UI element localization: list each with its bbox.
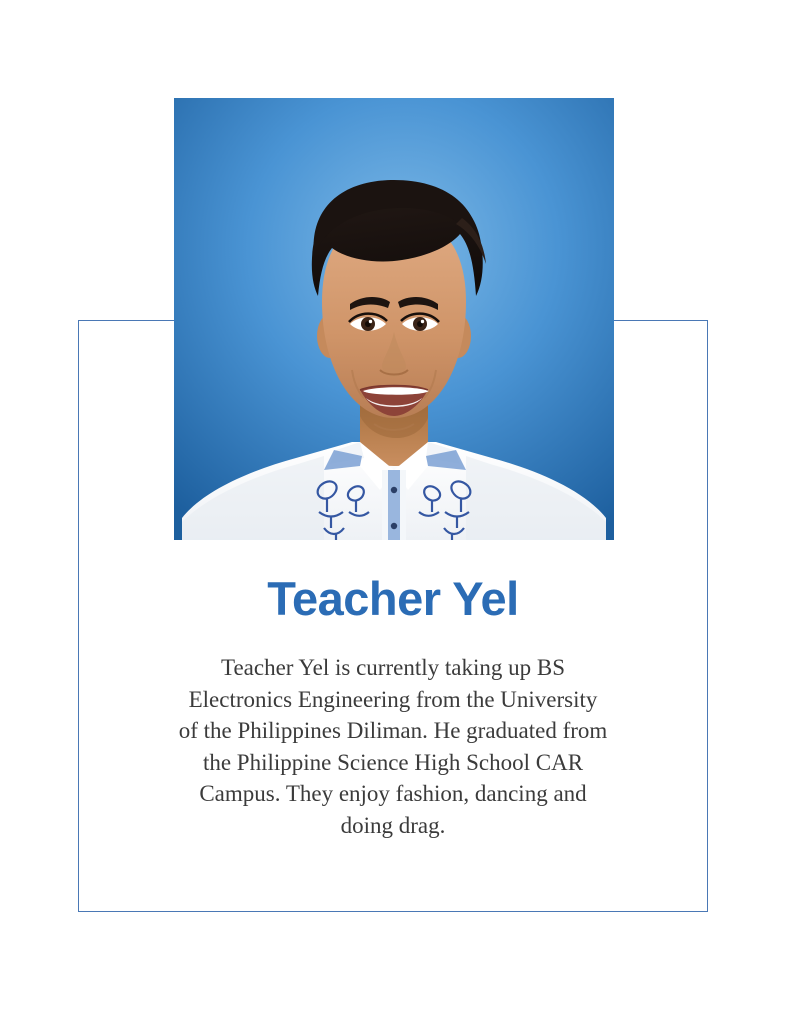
profile-photo	[174, 98, 614, 540]
page-title: Teacher Yel	[267, 572, 519, 625]
profile-bio: Teacher Yel is currently taking up BS Electronics Engineering from the University of the Philippines Diliman. He graduated from the Philippine Science High School CAR Campus. They enjoy fashion, dancing and doing drag.	[178, 655, 608, 838]
